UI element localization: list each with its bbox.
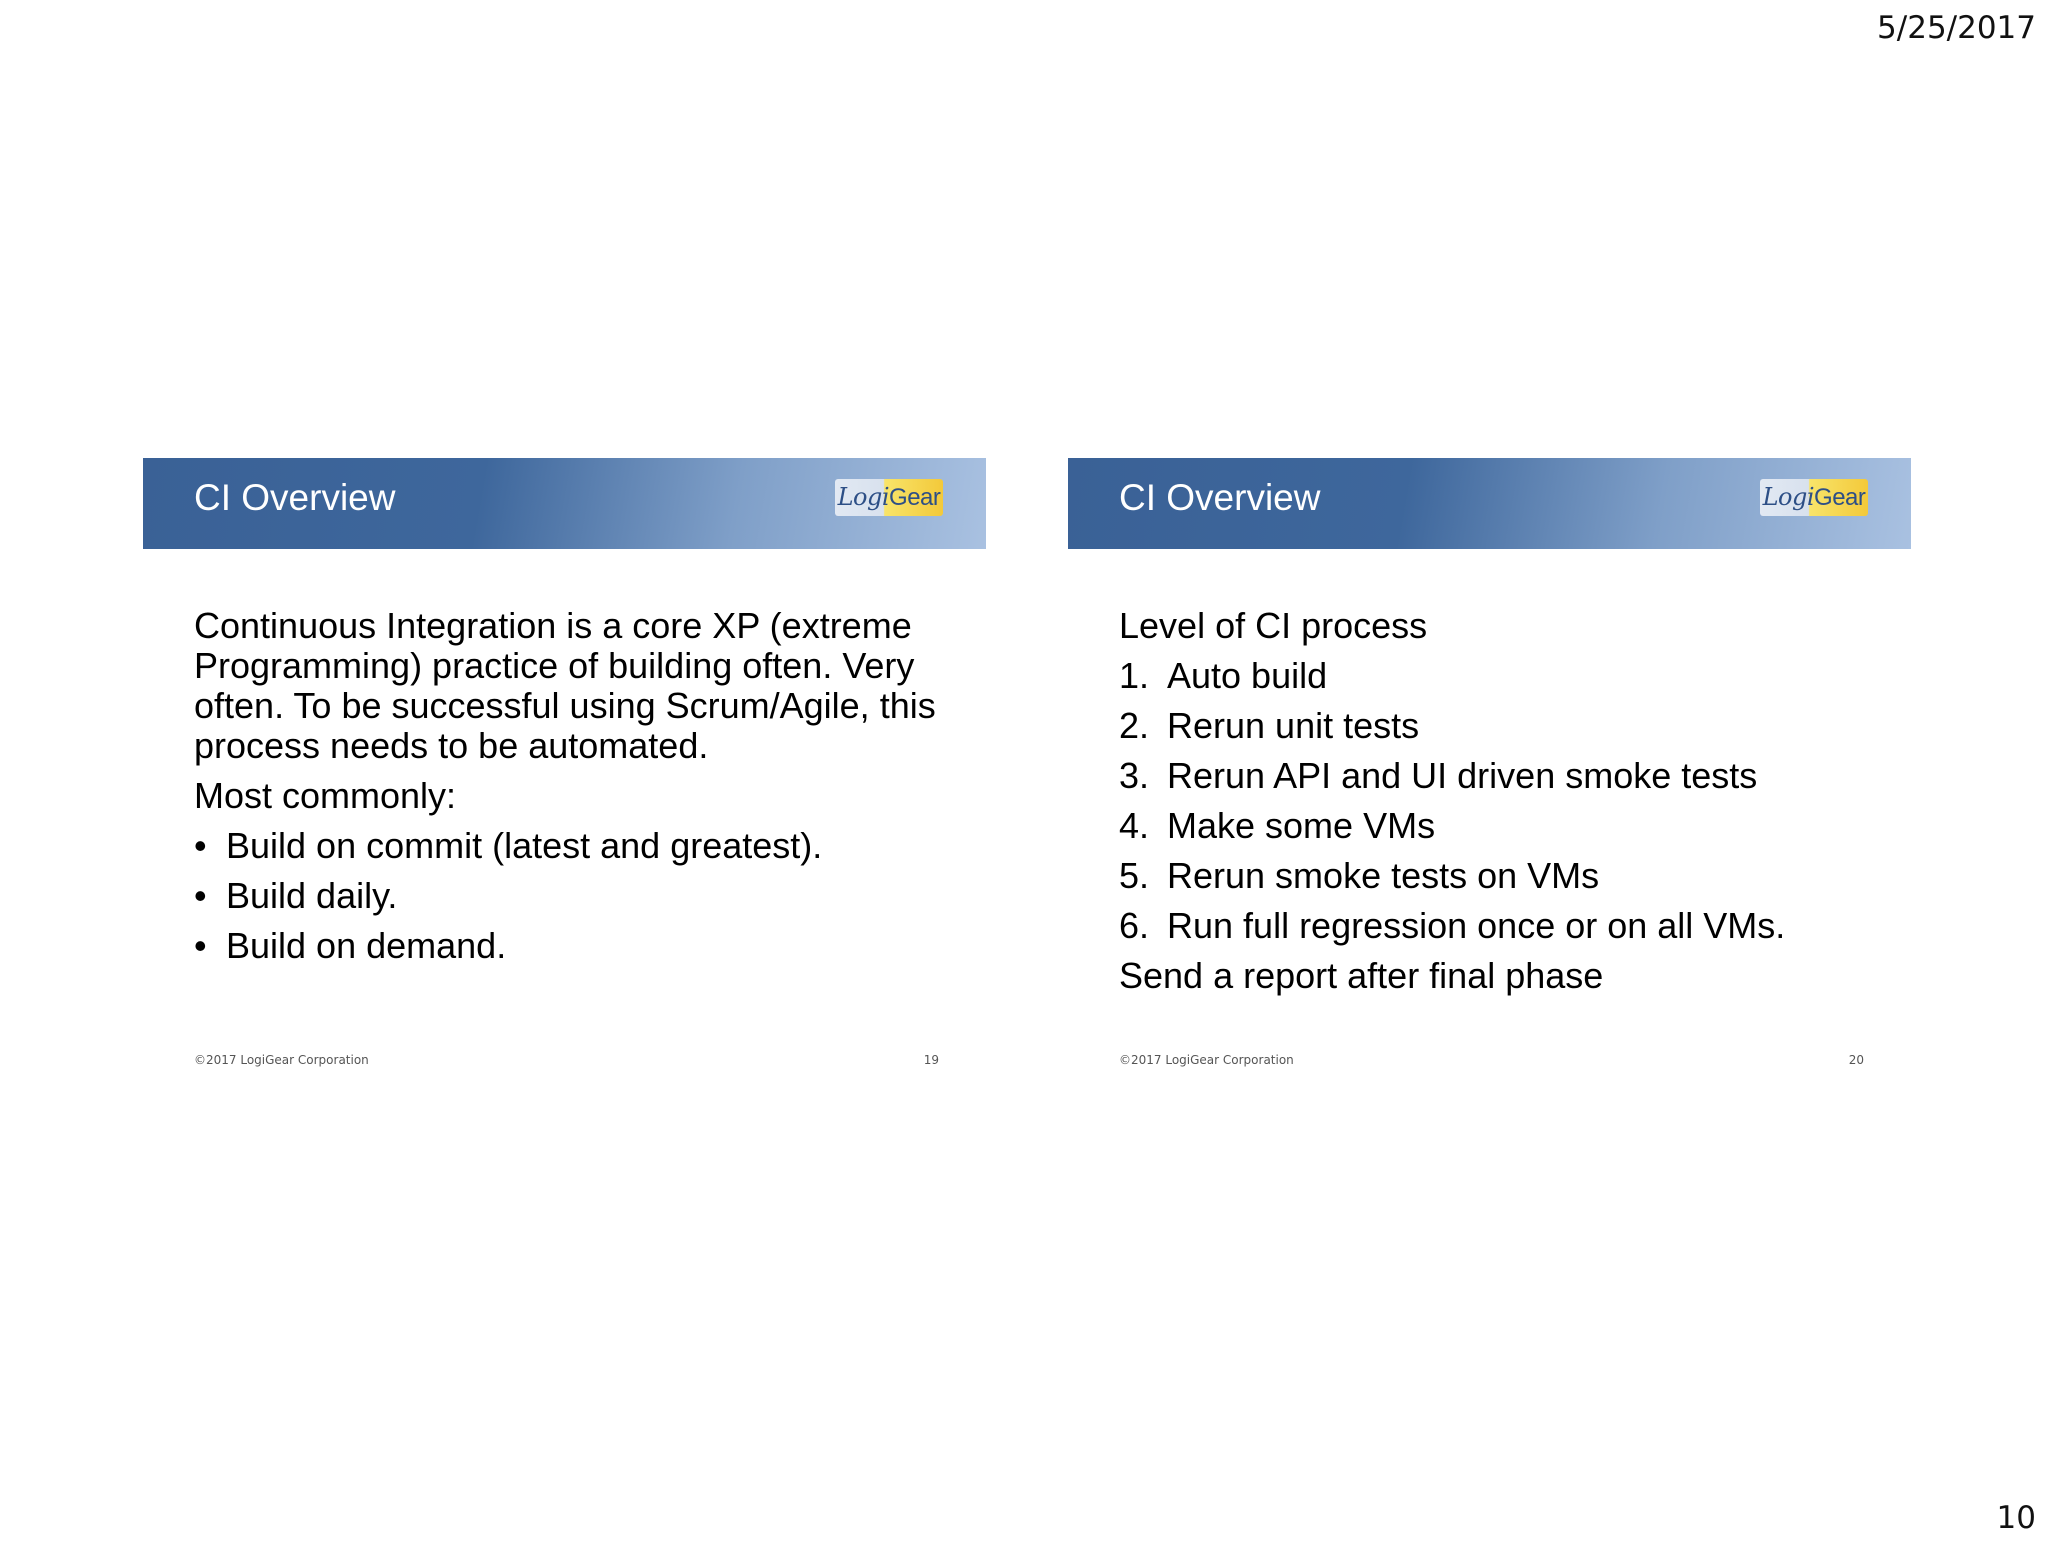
bullet-list xyxy=(194,826,939,966)
item-text: Make some VMs xyxy=(1167,805,1436,846)
item-number: 4. xyxy=(1119,805,1150,846)
item-number: 5. xyxy=(1119,855,1150,896)
bullet-text: Build on commit (latest and greatest). xyxy=(226,825,823,866)
intro-line: Level of CI process xyxy=(1119,605,1428,646)
slide-title: CI Overview xyxy=(1119,477,1321,518)
numbered-item xyxy=(1119,906,1864,946)
bullet-item xyxy=(194,876,939,916)
bullet-dot-icon: • xyxy=(194,925,207,966)
numbered-item xyxy=(1119,656,1864,696)
item-text: Rerun unit tests xyxy=(1167,705,1420,746)
item-text: Rerun smoke tests on VMs xyxy=(1167,855,1600,896)
numbered-item xyxy=(1119,856,1864,896)
numbered-item xyxy=(1119,756,1864,796)
footer-copyright: ©2017 LogiGear Corporation xyxy=(1119,1053,1294,1067)
slide-header-bar xyxy=(143,458,986,549)
item-number: 6. xyxy=(1119,905,1150,946)
page-date: 5/25/2017 xyxy=(1877,10,2036,46)
logo-logi-text: Logi xyxy=(1762,483,1815,511)
item-text: Run full regression once or on all VMs. xyxy=(1167,905,1786,946)
item-text: Auto build xyxy=(1167,655,1328,696)
footer-slide-number: 20 xyxy=(1848,1053,1864,1067)
bullet-dot-icon: • xyxy=(194,825,207,866)
item-number: 1. xyxy=(1119,655,1150,696)
page-number: 10 xyxy=(1996,1500,2036,1536)
slide-body xyxy=(194,606,939,976)
numbered-item xyxy=(1119,806,1864,846)
item-number: 3. xyxy=(1119,755,1150,796)
bullet-text: Build daily. xyxy=(226,875,398,916)
bullet-dot-icon: • xyxy=(194,875,207,916)
slide-header-bar xyxy=(1068,458,1911,549)
logo-logi-text: Logi xyxy=(837,483,890,511)
subheading: Most commonly: xyxy=(194,775,457,816)
footer-slide-number: 19 xyxy=(923,1053,939,1067)
numbered-item xyxy=(1119,706,1864,746)
item-number: 2. xyxy=(1119,705,1150,746)
slide-title: CI Overview xyxy=(194,477,396,518)
item-text: Rerun API and UI driven smoke tests xyxy=(1167,755,1758,796)
slide-19 xyxy=(143,458,986,1088)
logo-gear-text: Gear xyxy=(889,484,941,511)
logigear-logo xyxy=(1760,479,1868,516)
footer-copyright: ©2017 LogiGear Corporation xyxy=(194,1053,369,1067)
slide-20 xyxy=(1068,458,1911,1088)
bullet-item xyxy=(194,826,939,866)
outro-line: Send a report after final phase xyxy=(1119,955,1604,996)
slide-footer xyxy=(1119,1053,1864,1073)
bullet-item xyxy=(194,926,939,966)
slide-body xyxy=(1119,606,1864,1006)
logigear-logo xyxy=(835,479,943,516)
bullet-text: Build on demand. xyxy=(226,925,507,966)
logo-gear-text: Gear xyxy=(1814,484,1866,511)
slide-footer xyxy=(194,1053,939,1073)
numbered-list xyxy=(1119,656,1864,946)
intro-paragraph: Continuous Integration is a core XP (extreme Programming) practice of building often. Very often. To be successful using Scrum/Agile, this process needs to be automated. xyxy=(194,605,936,766)
